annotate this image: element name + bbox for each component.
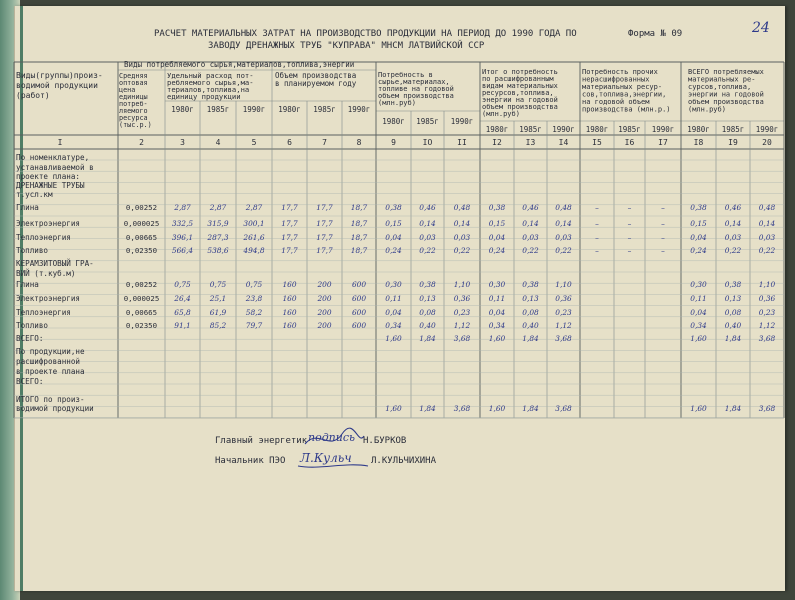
- column-number: 2: [139, 138, 144, 147]
- data-cell: 0,22: [555, 246, 572, 255]
- header-volume: в планируемом году: [275, 79, 357, 88]
- data-cell: 494,8: [243, 246, 265, 255]
- header-products: Виды(группы)произ-: [16, 71, 103, 80]
- header-need: объем производства: [378, 92, 454, 100]
- data-cell: 0,34: [690, 321, 707, 330]
- data-cell: 3,68: [453, 334, 471, 343]
- data-cell: 600: [351, 308, 367, 317]
- data-cell: 0,75: [209, 280, 227, 289]
- data-cell: 1,60: [488, 334, 506, 343]
- data-cell: 26,4: [174, 294, 191, 303]
- column-number: I3: [525, 138, 536, 147]
- column-number: I6: [624, 138, 635, 147]
- column-number: 7: [322, 138, 327, 147]
- data-cell: 0,04: [690, 233, 707, 242]
- handwritten-signature-2: Л.Кульч: [300, 451, 352, 465]
- row-label: устанавливаемой в: [16, 163, 94, 172]
- data-cell: 0,23: [555, 308, 572, 317]
- data-cell: 160: [282, 294, 297, 303]
- header-need: Потребность в: [378, 71, 433, 79]
- data-cell: –: [595, 246, 599, 255]
- header-total-decoded: объем производства: [482, 103, 558, 111]
- data-cell: 0,08: [419, 308, 436, 317]
- data-cell: –: [627, 203, 632, 212]
- header-total-decoded: ресурсов,топлива,: [482, 89, 554, 97]
- column-number: I: [57, 138, 63, 147]
- row-label: Электроэнергия: [16, 219, 81, 228]
- data-cell: 0,11: [385, 294, 402, 303]
- data-cell: 2,87: [209, 203, 227, 212]
- row-label: Глина: [16, 280, 39, 289]
- data-cell: 61,9: [209, 308, 227, 317]
- column-number: I7: [658, 138, 668, 147]
- data-cell: 0,04: [488, 233, 506, 242]
- data-cell: 0,38: [522, 280, 539, 289]
- data-cell: 1,12: [453, 321, 471, 330]
- data-cell: 85,2: [209, 321, 227, 330]
- header-avg-price: ресурса: [119, 114, 148, 122]
- data-cell: 0,24: [385, 246, 402, 255]
- header-total-all: объем производства: [688, 98, 764, 106]
- row-label: ВСЕГО:: [16, 377, 44, 386]
- data-cell: 1,84: [419, 334, 436, 343]
- header-total-decoded: видам материальных: [482, 82, 558, 90]
- data-cell: 0,03: [419, 233, 436, 242]
- data-cell: –: [627, 233, 632, 242]
- data-cell: 0,22: [724, 246, 742, 255]
- header-total-decoded: Итог о потребность: [482, 68, 558, 76]
- data-cell: 18,7: [350, 219, 368, 228]
- data-cell: 1,60: [690, 334, 707, 343]
- row-label: расшифрованной: [16, 357, 81, 366]
- row-label: Теплоэнергия: [16, 308, 71, 317]
- year-label: 1980г: [382, 117, 405, 126]
- data-cell: 0,11: [690, 294, 707, 303]
- data-cell: 0,14: [453, 219, 471, 228]
- data-cell: 0,24: [690, 246, 707, 255]
- row-label: По номенклатуре,: [16, 153, 90, 162]
- column-number: 9: [391, 138, 396, 147]
- year-label: 1990г: [450, 117, 474, 126]
- signer-role-2: Начальник ПЭО: [215, 456, 286, 466]
- header-other-need: материальных ресур-: [582, 83, 663, 91]
- data-cell: 0,02350: [125, 246, 158, 255]
- data-cell: 396,1: [171, 233, 194, 242]
- column-number: I5: [592, 138, 602, 147]
- data-cell: 1,84: [522, 334, 539, 343]
- row-label: проекте плана:: [16, 172, 81, 181]
- data-cell: 0,15: [385, 219, 402, 228]
- data-cell: 0,15: [690, 219, 707, 228]
- column-number: 5: [251, 138, 257, 147]
- data-cell: 200: [317, 294, 332, 303]
- data-cell: 0,36: [555, 294, 572, 303]
- page-number: 24: [752, 20, 770, 36]
- data-cell: 0,23: [453, 308, 471, 317]
- data-cell: 0,03: [555, 233, 572, 242]
- header-total-all: энергии на годовой: [688, 90, 764, 99]
- data-cell: 0,03: [724, 233, 742, 242]
- data-cell: 1,84: [522, 404, 539, 413]
- row-label: Электроэнергия: [16, 294, 81, 303]
- handwritten-signature-1: подпись: [308, 431, 355, 444]
- header-specific-use: Удельный расход пот-: [167, 71, 254, 80]
- form-label: Форма № 09: [628, 29, 683, 39]
- data-cell: 600: [351, 321, 367, 330]
- data-cell: 0,30: [690, 280, 707, 289]
- data-cell: 1,60: [690, 404, 707, 413]
- data-cell: 0,00252: [125, 203, 158, 212]
- data-cell: 0,40: [522, 321, 539, 330]
- row-label: ДРЕНАЖНЫЕ ТРУБЫ: [16, 181, 85, 190]
- row-label: Глина: [16, 203, 39, 212]
- year-label: 1985г: [721, 125, 745, 134]
- row-label: По продукции,не: [16, 347, 85, 356]
- data-cell: 3,68: [555, 404, 572, 413]
- data-cell: 65,8: [174, 308, 191, 317]
- data-cell: 0,24: [488, 246, 506, 255]
- data-cell: 0,00665: [125, 233, 158, 242]
- data-cell: 0,04: [385, 308, 402, 317]
- data-cell: 0,22: [522, 246, 539, 255]
- data-cell: 0,23: [758, 308, 776, 317]
- year-label: 1990г: [347, 105, 371, 114]
- header-total-all: ВСЕГО потребляемых: [688, 68, 764, 76]
- data-cell: 2,87: [174, 203, 191, 212]
- header-volume: Объем производства: [275, 71, 357, 80]
- data-cell: 160: [282, 308, 297, 317]
- year-label: 1980г: [585, 125, 609, 134]
- header-total-all: сурсов,топлива,: [688, 83, 752, 91]
- year-label: 1985г: [416, 117, 439, 126]
- header-need: сырье,материалах,: [378, 78, 450, 86]
- data-cell: 160: [282, 280, 297, 289]
- data-cell: 17,7: [281, 203, 298, 212]
- signer-name-2: Л.КУЛЬЧИХИНА: [371, 456, 437, 466]
- data-cell: 0,36: [758, 294, 776, 303]
- title-line-1: РАСЧЕТ МАТЕРИАЛЬНЫХ ЗАТРАТ НА ПРОИЗВОДСТВО ПРОДУКЦИИ НА ПЕРИОД ДО 1990 ГОДА ПО: [154, 29, 577, 39]
- data-cell: 3,68: [453, 404, 471, 413]
- column-number: 3: [180, 138, 185, 147]
- data-cell: 287,3: [207, 233, 229, 242]
- data-cell: 200: [317, 308, 332, 317]
- data-cell: 0,00252: [125, 280, 158, 289]
- data-cell: 17,7: [316, 233, 333, 242]
- header-specific-use: ребляемого сырья,ма-: [167, 78, 254, 87]
- data-cell: 1,60: [488, 404, 506, 413]
- header-other-need: сов,топлива,энергии,: [582, 90, 667, 99]
- data-cell: 17,7: [316, 219, 333, 228]
- header-specific-use: териалов,топлива,на: [167, 85, 250, 94]
- data-cell: 0,04: [690, 308, 707, 317]
- data-cell: 261,6: [243, 233, 265, 242]
- data-cell: 18,7: [350, 233, 368, 242]
- column-number: 8: [356, 138, 362, 147]
- data-cell: 0,08: [522, 308, 539, 317]
- data-cell: 0,46: [724, 203, 742, 212]
- title-line-2: ЗАВОДУ ДРЕНАЖНЫХ ТРУБ "КУПРАВА" МНСМ ЛАТВИЙСКОЙ ССР: [208, 41, 485, 51]
- year-label: 1980г: [278, 105, 301, 114]
- signer-role-1: Главный энергетик: [215, 436, 308, 446]
- data-cell: 600: [351, 280, 367, 289]
- row-label: Топливо: [16, 321, 49, 330]
- data-cell: –: [661, 233, 665, 242]
- data-cell: –: [661, 219, 665, 228]
- header-other-need: производства (млн.р.): [582, 105, 671, 114]
- data-cell: 0,15: [488, 219, 506, 228]
- row-label: т.усл.км: [16, 190, 53, 199]
- column-number: 20: [762, 138, 772, 147]
- data-cell: 0,38: [690, 203, 707, 212]
- data-cell: 200: [317, 321, 332, 330]
- data-cell: 0,04: [385, 233, 402, 242]
- column-number: 6: [287, 138, 292, 147]
- row-label: в проекте плана: [16, 367, 85, 376]
- column-number: IO: [422, 138, 433, 147]
- data-cell: 58,2: [245, 308, 263, 317]
- data-cell: 0,03: [758, 233, 776, 242]
- data-cell: 0,14: [555, 219, 572, 228]
- row-label: ВИЙ (т.куб.м): [16, 269, 76, 278]
- data-cell: 91,1: [174, 321, 191, 330]
- data-cell: 0,75: [245, 280, 263, 289]
- data-cell: 0,22: [419, 246, 436, 255]
- header-other-need: на годовой объем: [582, 98, 650, 106]
- data-cell: 0,38: [385, 203, 402, 212]
- data-cell: 18,7: [350, 203, 368, 212]
- data-cell: 0,38: [488, 203, 506, 212]
- data-cell: –: [661, 203, 665, 212]
- data-cell: 0,38: [724, 280, 742, 289]
- header-other-need: нерасшифрованных: [582, 75, 650, 84]
- data-cell: 2,87: [245, 203, 263, 212]
- data-cell: 0,03: [453, 233, 471, 242]
- row-label: КЕРАМЗИТОВЫЙ ГРА-: [16, 259, 94, 268]
- data-cell: 332,5: [171, 219, 194, 228]
- data-cell: 3,68: [758, 334, 776, 343]
- data-cell: 1,84: [724, 404, 742, 413]
- row-label: Топливо: [16, 246, 49, 255]
- data-cell: 0,02350: [125, 321, 158, 330]
- data-cell: 0,22: [453, 246, 471, 255]
- data-cell: 17,7: [281, 246, 298, 255]
- year-label: 1990г: [651, 125, 675, 134]
- data-cell: 79,7: [245, 321, 263, 330]
- header-avg-price: единицы: [119, 93, 148, 101]
- data-cell: 0,38: [419, 280, 436, 289]
- data-cell: 0,22: [758, 246, 776, 255]
- data-cell: 0,00665: [125, 308, 158, 317]
- data-cell: 1,60: [385, 334, 402, 343]
- row-label: Теплоэнергия: [16, 233, 71, 242]
- data-cell: 0,34: [385, 321, 402, 330]
- year-label: 1985г: [313, 105, 336, 114]
- data-cell: 0,14: [419, 219, 436, 228]
- data-cell: 18,7: [350, 246, 368, 255]
- data-cell: 3,68: [758, 404, 776, 413]
- data-cell: 0,40: [724, 321, 742, 330]
- data-cell: 0,04: [488, 308, 506, 317]
- data-cell: 1,10: [555, 280, 572, 289]
- year-label: 1990г: [755, 125, 779, 134]
- header-avg-price: (тыс.р.): [119, 121, 152, 129]
- data-cell: 315,9: [207, 219, 229, 228]
- header-products: (работ): [16, 91, 50, 100]
- data-cell: 17,7: [281, 219, 298, 228]
- data-cell: 1,12: [758, 321, 776, 330]
- data-cell: 0,13: [419, 294, 436, 303]
- data-cell: 0,46: [419, 203, 436, 212]
- data-cell: –: [595, 233, 599, 242]
- header-avg-price: ляемого: [119, 107, 148, 115]
- data-cell: 300,1: [243, 219, 265, 228]
- data-cell: 1,10: [758, 280, 776, 289]
- header-total-decoded: по расшифрованным: [482, 75, 554, 83]
- year-label: 1980г: [171, 105, 194, 114]
- data-cell: 1,12: [555, 321, 572, 330]
- data-cell: –: [661, 246, 665, 255]
- data-cell: –: [627, 219, 632, 228]
- data-cell: 1,10: [453, 280, 471, 289]
- column-number: II: [457, 138, 467, 147]
- data-cell: 566,4: [171, 246, 194, 255]
- row-label: ИТОГО по произ-: [16, 395, 85, 404]
- data-cell: 538,6: [207, 246, 229, 255]
- signature-block: [215, 428, 437, 467]
- signature-stroke-2: [298, 465, 368, 467]
- year-label: 1980г: [687, 125, 710, 134]
- data-cell: 0,48: [758, 203, 776, 212]
- header-avg-price: оптовая: [119, 79, 148, 87]
- table-header: [16, 60, 778, 147]
- data-cell: 1,84: [419, 404, 436, 413]
- data-cell: 0,000025: [123, 294, 160, 303]
- data-cell: 0,11: [488, 294, 506, 303]
- data-cell: 160: [282, 321, 297, 330]
- year-label: 1985г: [618, 125, 641, 134]
- data-cell: 23,8: [245, 294, 263, 303]
- header-other-need: Потребность прочих: [582, 68, 658, 76]
- data-cell: 25,1: [209, 294, 227, 303]
- data-cell: 17,7: [316, 203, 333, 212]
- data-cell: 0,40: [419, 321, 436, 330]
- data-cell: 0,48: [555, 203, 572, 212]
- header-products: водимой продукции: [16, 81, 98, 90]
- column-number: I8: [693, 138, 704, 147]
- data-cell: 1,84: [724, 334, 742, 343]
- header-avg-price: Средняя: [119, 72, 148, 80]
- data-cell: 0,36: [453, 294, 471, 303]
- header-need: (млн.руб): [378, 99, 416, 107]
- header-avg-price: потреб-: [119, 100, 148, 108]
- data-cell: 0,14: [758, 219, 776, 228]
- year-label: 1985г: [206, 105, 230, 114]
- column-number: I4: [558, 138, 569, 147]
- data-cell: 200: [317, 280, 332, 289]
- header-total-all: материальных ре-: [688, 75, 756, 84]
- data-cell: 0,13: [522, 294, 539, 303]
- header-specific-use: единицу продукции: [167, 92, 241, 101]
- data-cell: –: [595, 219, 599, 228]
- column-number: I2: [492, 138, 502, 147]
- header-need: топливе на годовой: [378, 85, 454, 93]
- row-label: водимой продукции: [16, 404, 94, 413]
- data-cell: 0,48: [453, 203, 471, 212]
- header-total-decoded: (млн.руб): [482, 110, 520, 118]
- data-cell: 0,34: [488, 321, 506, 330]
- data-cell: 0,13: [724, 294, 742, 303]
- signer-name-1: Н.БУРКОВ: [363, 436, 407, 446]
- data-cell: 17,7: [281, 233, 298, 242]
- data-cell: 0,30: [488, 280, 506, 289]
- header-total-all: (млн.руб): [688, 105, 726, 114]
- data-cell: 0,14: [724, 219, 742, 228]
- header-total-decoded: энергии на годовой: [482, 96, 558, 104]
- data-cell: 3,68: [555, 334, 572, 343]
- data-cell: 17,7: [316, 246, 333, 255]
- data-cell: –: [595, 203, 599, 212]
- year-label: 1990г: [552, 125, 575, 134]
- data-cell: 0,14: [522, 219, 539, 228]
- year-label: 1980г: [485, 125, 509, 134]
- data-cell: 600: [351, 294, 367, 303]
- row-label: ВСЕГО:: [16, 334, 44, 343]
- data-cell: 0,000025: [123, 219, 160, 228]
- data-cell: 0,03: [522, 233, 539, 242]
- header-avg-price: цена: [119, 86, 136, 94]
- data-cell: 0,46: [522, 203, 539, 212]
- data-cell: 0,30: [385, 280, 402, 289]
- column-number: 4: [215, 138, 221, 147]
- data-cell: 0,75: [174, 280, 191, 289]
- column-number: I9: [728, 138, 738, 147]
- header-resource-types: Виды потребляемого сырья,материалов,топлива,энергии: [124, 60, 355, 69]
- year-label: 1985г: [519, 125, 542, 134]
- data-cell: 0,08: [724, 308, 742, 317]
- year-label: 1990г: [242, 105, 266, 114]
- data-cell: 1,60: [385, 404, 402, 413]
- data-cell: –: [627, 246, 632, 255]
